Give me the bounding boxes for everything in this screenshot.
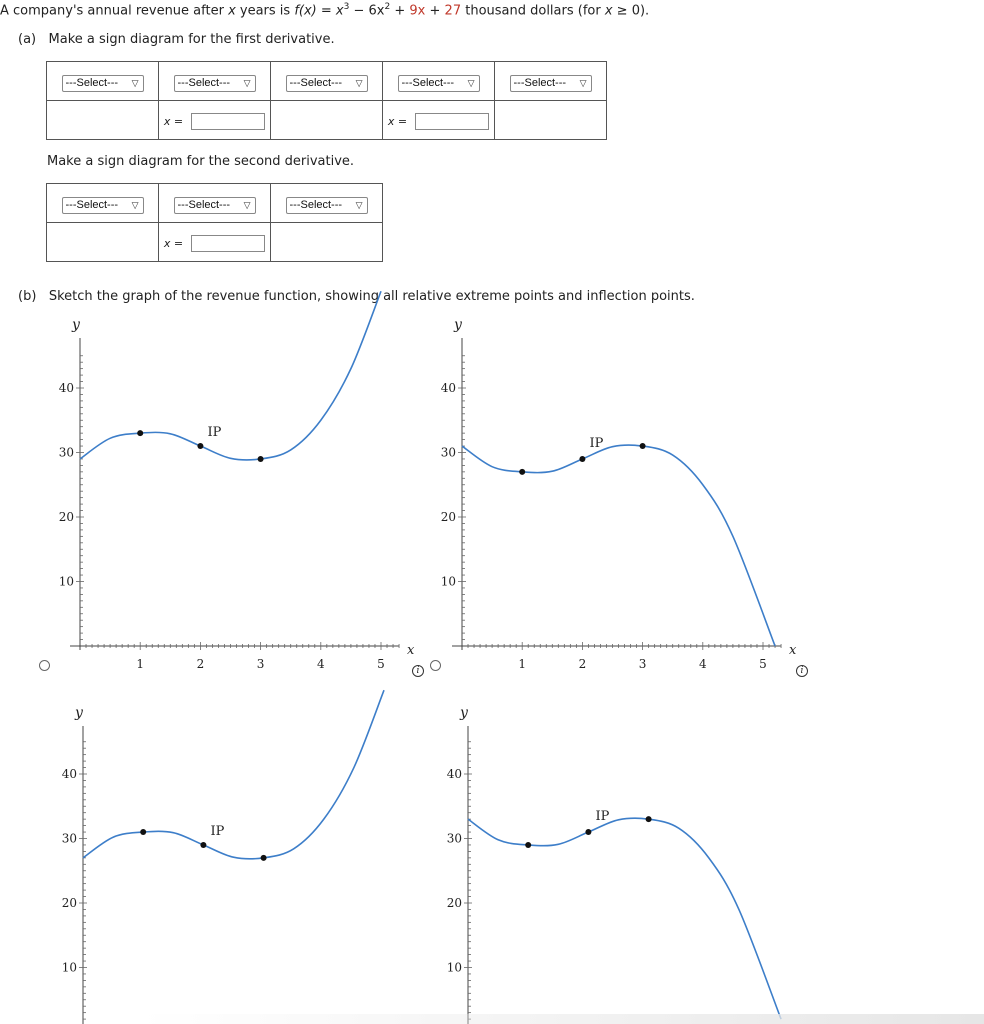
inflection-point-input[interactable]: [191, 235, 265, 252]
revenue-curve: [462, 445, 775, 646]
part-b-heading: (b) Sketch the graph of the revenue function, showing all relative extreme points and inflection points.: [18, 289, 695, 304]
part-a-heading: (a) Make a sign diagram for the first derivative.: [18, 32, 335, 47]
y-tick-label: 10: [440, 574, 456, 589]
inflection-point: [197, 443, 203, 449]
inflection-point: [579, 456, 585, 462]
extreme-point: [258, 456, 264, 462]
y-tick-label: 30: [61, 831, 77, 846]
x-tick-label: 3: [256, 657, 265, 671]
y-tick-label: 40: [440, 381, 456, 395]
x-tick-label: 3: [638, 657, 647, 671]
select-dropdown[interactable]: ---Select--- ▽: [510, 75, 592, 92]
first-derivative-sign-table: [46, 61, 607, 140]
chevron-down-icon: ▽: [467, 77, 475, 88]
chevron-down-icon: ▽: [355, 199, 363, 210]
x-tick-label: 4: [316, 657, 325, 671]
graph-option-a: [44, 314, 415, 676]
ip-label: IP: [210, 823, 225, 839]
y-tick-label: 20: [446, 896, 462, 910]
critical-point-input[interactable]: [191, 113, 265, 130]
chevron-down-icon: ▽: [131, 199, 139, 210]
select-dropdown[interactable]: ---Select--- ▽: [174, 197, 256, 214]
extreme-point: [640, 443, 646, 449]
y-tick-label: 40: [446, 767, 462, 781]
extreme-point: [261, 855, 267, 861]
critical-point-input[interactable]: [415, 113, 489, 130]
chevron-down-icon: ▽: [355, 77, 363, 88]
chevron-down-icon: ▽: [579, 77, 587, 88]
info-icon[interactable]: i: [412, 665, 424, 677]
x-tick-label: 2: [578, 657, 587, 671]
y-tick-label: 20: [61, 896, 77, 910]
y-tick-label: 20: [440, 510, 456, 524]
second-derivative-sign-table: [46, 183, 383, 262]
extreme-point: [525, 842, 531, 848]
select-dropdown[interactable]: ---Select--- ▽: [62, 197, 144, 214]
y-tick-label: 30: [58, 445, 74, 460]
ip-label: IP: [589, 435, 604, 451]
chevron-down-icon: ▽: [131, 77, 139, 88]
select-dropdown[interactable]: ---Select--- ▽: [174, 75, 256, 92]
info-icon[interactable]: i: [796, 665, 808, 677]
x-equals-label: x =: [387, 115, 408, 128]
y-axis-label: y: [460, 705, 468, 721]
y-tick-label: 30: [446, 831, 462, 846]
second-derivative-heading: Make a sign diagram for the second derivative.: [47, 154, 355, 169]
select-dropdown[interactable]: ---Select--- ▽: [398, 75, 480, 92]
question-text: A company's annual revenue after x years is $f(x) = x^3 - 6x^2 + 9x + 27$ thousand dollars (for x ≥ 0).: [0, 2, 650, 19]
y-tick-label: 30: [440, 445, 456, 460]
y-axis-label: y: [454, 317, 462, 333]
x-equals-label: x =: [163, 237, 184, 250]
chevron-down-icon: ▽: [243, 77, 251, 88]
y-tick-label: 40: [58, 381, 74, 395]
y-tick-label: 10: [58, 574, 74, 589]
x-tick-label: 2: [196, 657, 205, 671]
extreme-point: [140, 829, 146, 835]
y-tick-label: 20: [58, 510, 74, 524]
ip-label: IP: [595, 809, 610, 825]
extreme-point: [646, 816, 652, 822]
extreme-point: [519, 469, 525, 475]
inflection-point: [585, 829, 591, 835]
chevron-down-icon: ▽: [243, 199, 251, 210]
graph-option-b: [428, 314, 797, 676]
y-axis-label: y: [75, 705, 83, 721]
x-axis-label: x: [407, 643, 415, 658]
x-axis-label: x: [789, 643, 797, 658]
graph-option-d: [432, 702, 792, 1024]
revenue-curve: [80, 291, 381, 460]
x-equals-label: x =: [163, 115, 184, 128]
radio-button[interactable]: [430, 660, 441, 671]
revenue-curve: [468, 818, 781, 1019]
revenue-curve: [83, 690, 384, 859]
x-tick-label: 5: [759, 657, 767, 671]
y-tick-label: 40: [61, 767, 77, 781]
graph-option-c: [48, 702, 408, 1024]
select-dropdown[interactable]: ---Select--- ▽: [62, 75, 144, 92]
inflection-point: [200, 842, 206, 848]
y-tick-label: 10: [61, 960, 77, 975]
x-tick-label: 4: [698, 657, 707, 671]
y-tick-label: 10: [446, 960, 462, 975]
x-tick-label: 5: [377, 657, 385, 671]
select-dropdown[interactable]: ---Select--- ▽: [286, 197, 368, 214]
x-tick-label: 1: [136, 657, 145, 671]
y-axis-label: y: [72, 317, 80, 333]
extreme-point: [137, 430, 143, 436]
ip-label: IP: [207, 425, 222, 441]
x-tick-label: 1: [518, 657, 527, 671]
scroll-shadow: [140, 1014, 984, 1024]
select-dropdown[interactable]: ---Select--- ▽: [286, 75, 368, 92]
radio-button[interactable]: [39, 660, 50, 671]
